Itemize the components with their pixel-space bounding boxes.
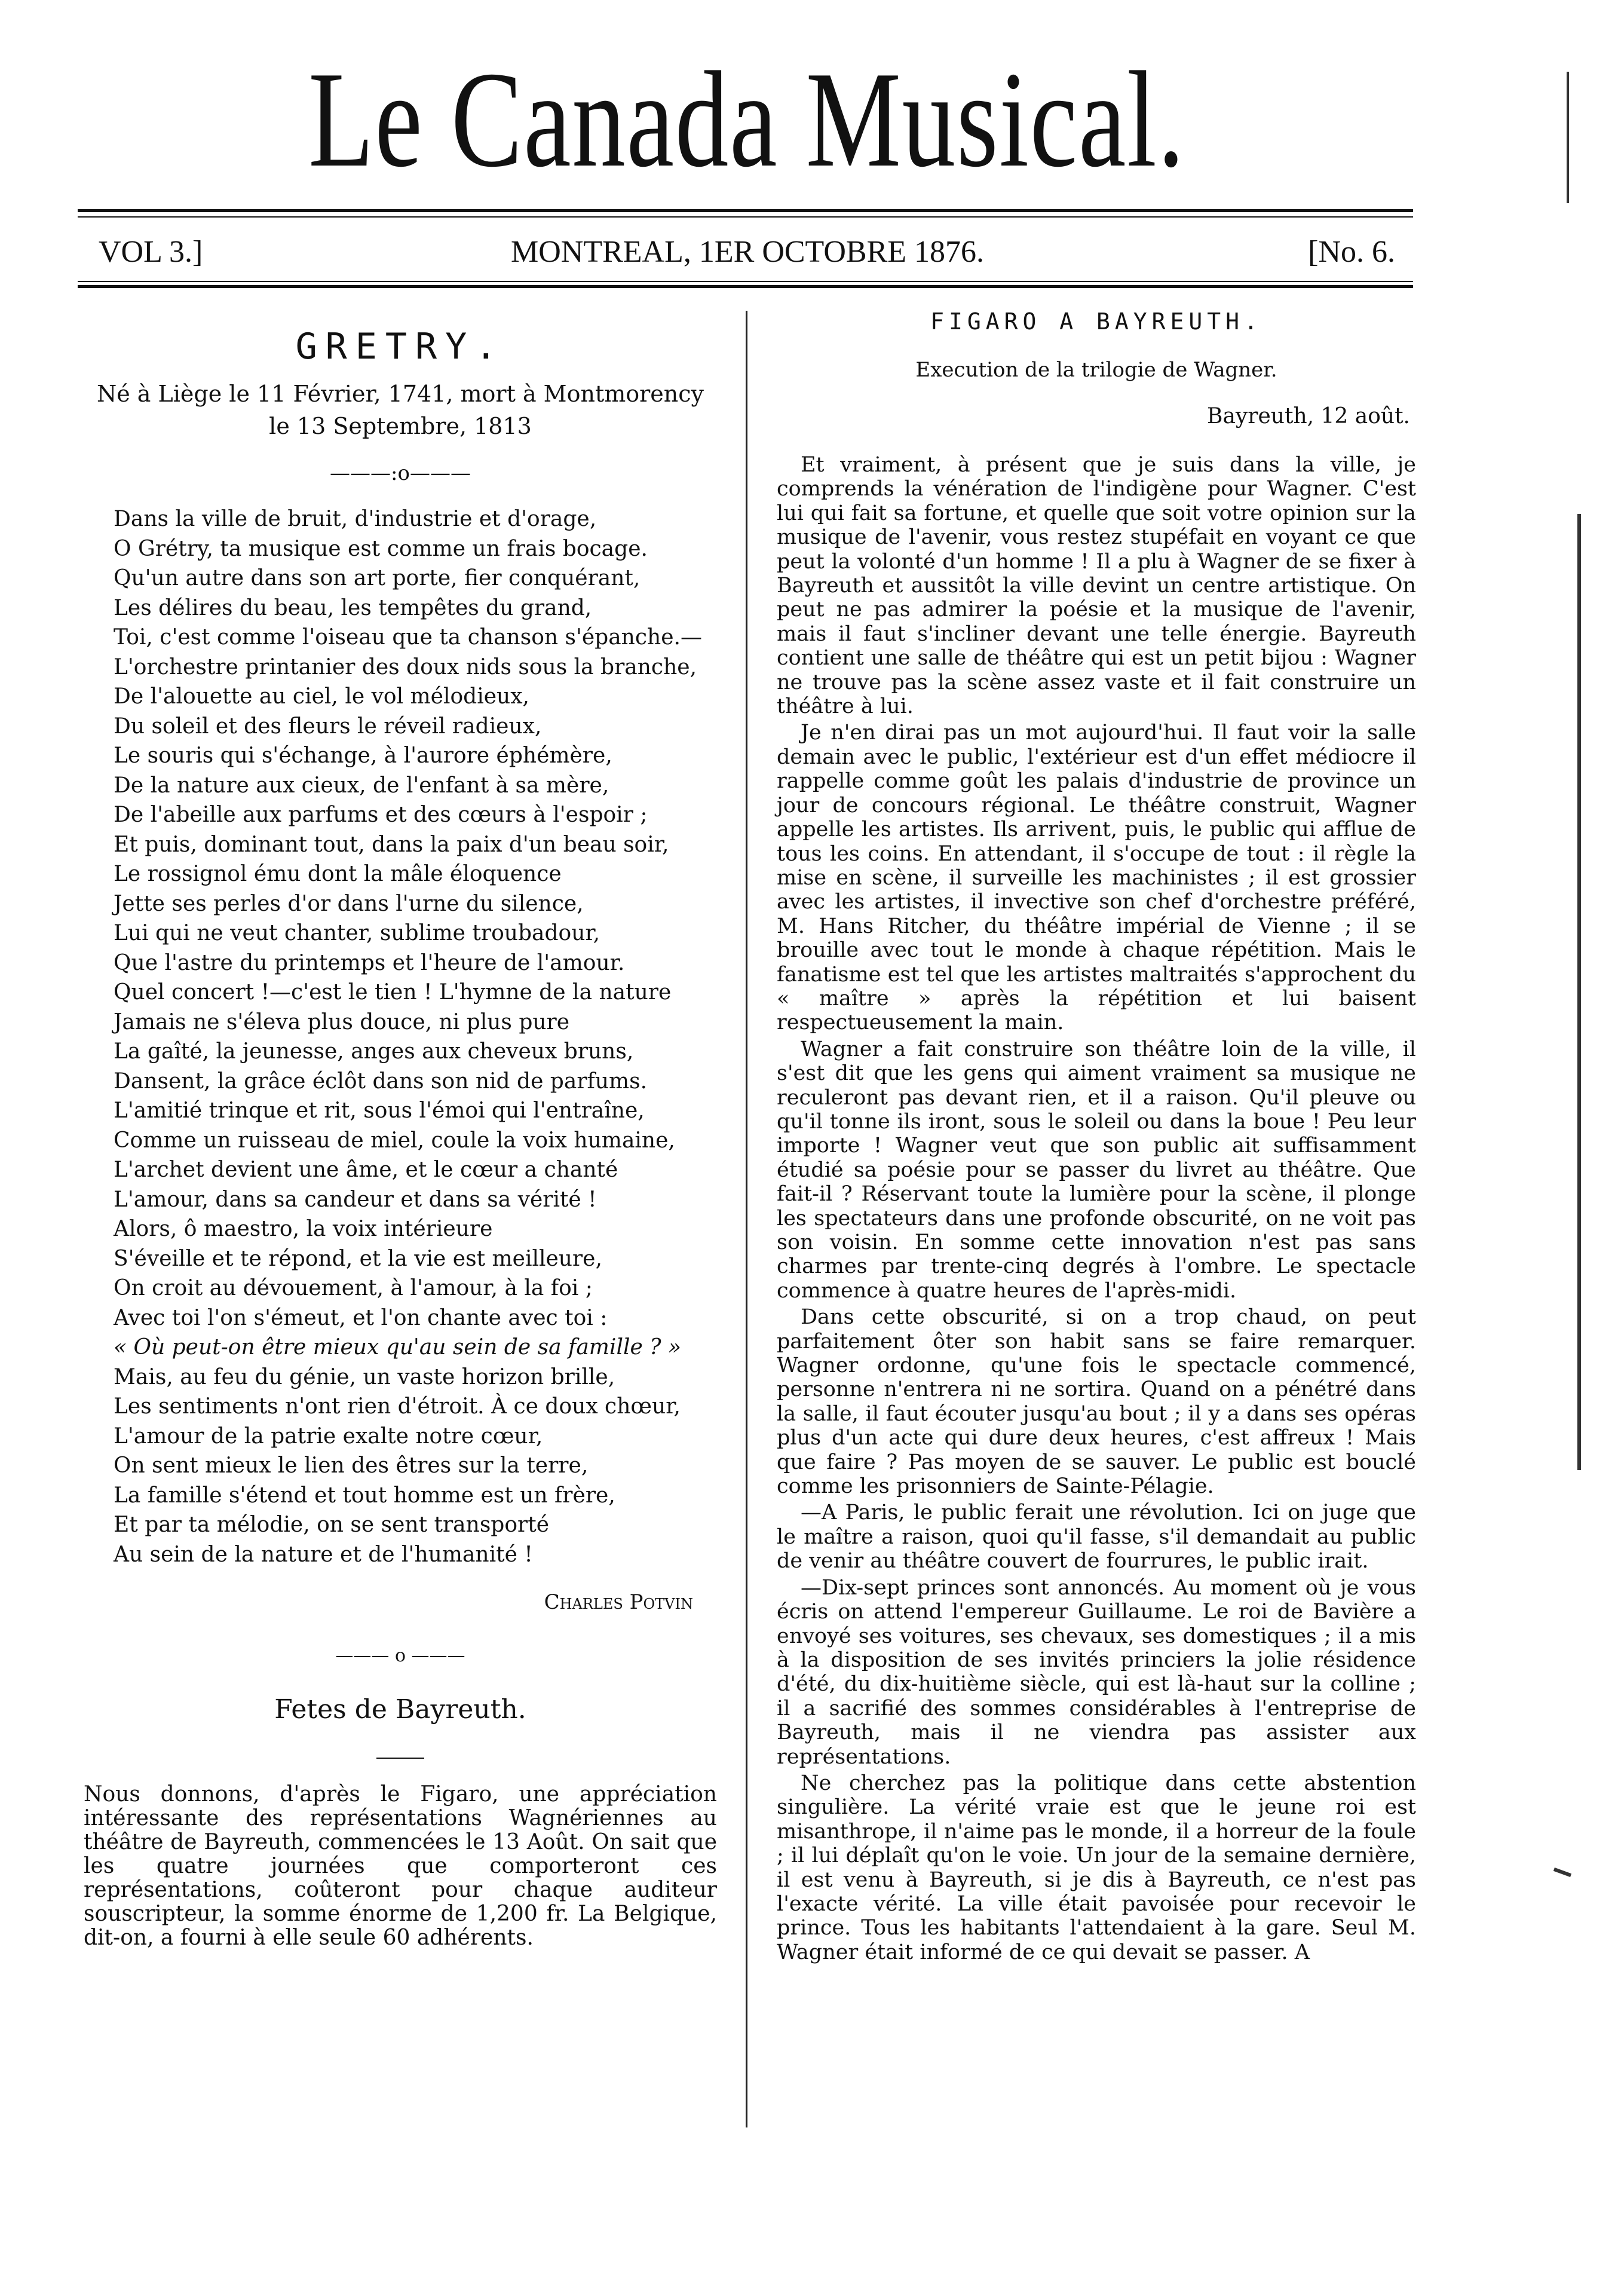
poem-line: Au sein de la nature et de l'humanité ! — [114, 1542, 533, 1567]
poem-line: Toi, c'est comme l'oiseau que ta chanson s'épanche.— — [114, 625, 702, 650]
fetes-article — [84, 1783, 717, 1950]
scan-edge-mark — [1567, 72, 1569, 203]
poem-line: Les sentiments n'ont rien d'étroit. À ce doux chœur, — [114, 1394, 681, 1419]
poem-line: L'orchestre printanier des doux nids sous la branche, — [114, 654, 697, 679]
poem-line: S'éveille et te répond, et la vie est meilleure, — [114, 1246, 602, 1271]
poem-line: Mais, au feu du génie, un vaste horizon brille, — [114, 1364, 615, 1389]
right-column — [777, 299, 1416, 1964]
dateline-rule-thin — [78, 281, 1413, 282]
article-paragraph: —Dix-sept princes sont annoncés. Au moment où je vous écris on attend l'empereur Guillaume. Le roi de Bavière a envoyé ses voitures, ses chevaux, ses domestiques ; il a mis à la disposition de ses invités princiers la jolie résidence d'été, du dix-huitième siècle, qui est là-haut sur la colline ; il a sacrifié des sommes considérables à l'entreprise de Bayreuth, mais il ne viendra pas assister aux représentations. — [777, 1575, 1416, 1769]
masthead-rule-top — [78, 209, 1413, 212]
figaro-dateline: Bayreuth, 12 août. — [1207, 404, 1410, 428]
poem-line: De l'alouette au ciel, le vol mélodieux, — [114, 684, 529, 709]
poem-line: Et puis, dominant tout, dans la paix d'un beau soir, — [114, 832, 669, 857]
poem-line: L'amitié trinque et rit, sous l'émoi qui l'entraîne, — [114, 1098, 645, 1123]
poem-line: L'archet devient une âme, et le cœur a chanté — [114, 1158, 618, 1182]
article-paragraph: Wagner a fait construire son théâtre loin de la ville, il s'est dit que les gens qui aiment vraiment sa musique ne reculeront pas devant rien, et il a raison. Qu'il pleuve ou qu'il tonne ils iront, sous le soleil ou dans la boue ! Peu leur importe ! Wagner veut que son public ait suffisamment étudié sa poésie pour se passer du livret au théâtre. Que fait-il ? Réservant toute la lumière pour la scène, il plonge les spectateurs dans une profonde obscurité, on ne voit pas son voisin. En somme cette innovation n'est pas sans charmes par trente-cinq degrés à l'ombre. Le spectacle commence à quatre heures de l'après-midi. — [777, 1037, 1416, 1303]
scan-edge-mark — [1553, 1868, 1571, 1877]
poem-line: Jette ses perles d'or dans l'urne du silence, — [114, 891, 584, 916]
poem-line: Quel concert !—c'est le tien ! L'hymne de la nature — [114, 980, 672, 1005]
gretry-subtitle: Né à Liège le 11 Février, 1741, mort à Montmorency le 13 Septembre, 1813 — [96, 381, 704, 439]
column-divider — [746, 311, 747, 2127]
poem-line: La gaîté, la jeunesse, anges aux cheveux bruns, — [114, 1039, 634, 1064]
article-paragraph: Dans cette obscurité, si on a trop chaud, on peut parfaitement ôter son habit sans se faire remarquer. Wagner ordonne, qu'une fois le spectacle commencé, personne n'entrera ni ne sortira. Quand on a pénétré dans la salle, il faut écouter jusqu'au bout ; il y a dans ses opéras plus d'un acte qui dure deux heures, c'est affreux ! Mais que faire ? Pas moyen de se sauver. Le public est bouclé comme les prisonniers de Sainte-Pélagie. — [777, 1305, 1416, 1499]
poem-line: L'amour de la patrie exalte notre cœur, — [114, 1423, 543, 1449]
poem-line: Dans la ville de bruit, d'industrie et d'orage, — [114, 507, 597, 531]
dateline — [99, 228, 1395, 276]
poem-line: Avec toi l'on s'émeut, et l'on chante avec toi : — [114, 1305, 608, 1330]
fetes-paragraph: Nous donnons, d'après le Figaro, une appréciation intéressante des représentations Wagnériennes au théâtre de Bayreuth, commencées le 13 Août. On sait que les quatre journées que comporteront ces représentations, coûteront pour chaque auditeur souscripteur, la somme énorme de 1,200 fr. La Belgique, dit-on, a fourni à elle seule 60 adhérents. — [84, 1782, 717, 1950]
volume-label: VOL 3.] — [99, 235, 203, 269]
article-paragraph: —A Paris, le public ferait une révolution. Ici on juge que le maître a raison, quoi qu'il fasse, s'il demandait au public de venir au théâtre couvert de fourrures, le public irait. — [777, 1501, 1416, 1573]
poem-line: Dansent, la grâce éclôt dans son nid de parfums. — [114, 1069, 648, 1094]
short-rule — [376, 1758, 424, 1759]
poem-line: Que l'astre du printemps et l'heure de l'amour. — [114, 950, 625, 975]
poem-line: Qu'un autre dans son art porte, fier conquérant, — [114, 566, 641, 590]
poem-line: De la nature aux cieux, de l'enfant à sa mère, — [114, 773, 609, 798]
poem-line: Jamais ne s'éleva plus douce, ni plus pure — [114, 1009, 570, 1034]
poem-line: Le rossignol ému dont la mâle éloquence — [114, 862, 562, 886]
poem-line: Lui qui ne veut chanter, sublime troubadour, — [114, 921, 600, 945]
poem-line: Alors, ô maestro, la voix intérieure — [114, 1217, 493, 1241]
figaro-subtitle: Execution de la trilogie de Wagner. — [915, 358, 1277, 382]
poem-line: L'amour, dans sa candeur et dans sa vérité ! — [114, 1187, 597, 1212]
issue-date: MONTREAL, 1ER OCTOBRE 1876. — [511, 235, 985, 269]
poem-line: Le souris qui s'échange, à l'aurore éphémère, — [114, 743, 612, 768]
dateline-rule-thick — [78, 285, 1413, 288]
gretry-poem — [114, 504, 717, 1569]
article-paragraph: Je n'en dirai pas un mot aujourd'hui. Il faut voir la salle demain avec le public, l'extérieur est d'un effet médiocre il rappelle comme goût les palais d'industrie de province un jour de concours régional. Le théâtre construit, Wagner appelle les artistes. Ils arrivent, puis, le public qui afflue de tous les coins. En attendant, il s'occupe de tout : il règle la mise en scène, il surveille les machinistes ; il est grossier avec les artistes, il invective son chef d'orchestre préféré, M. Hans Ritcher, du théâtre impérial de Vienne ; il se brouille avec tout le monde à chaque répétition. Mais le fanatisme est tel que les artistes maltraités s'approchent du « maître » après la répétition et lui baisent respectueusement la main. — [777, 721, 1416, 1035]
poem-line: Les délires du beau, les tempêtes du grand, — [114, 595, 592, 620]
poem-line: La famille s'étend et tout homme est un frère, — [114, 1483, 615, 1508]
masthead-rule-thin — [78, 216, 1413, 218]
figaro-article — [777, 453, 1416, 1964]
gretry-title: GRETRY. — [295, 326, 505, 368]
poem-line: Et par ta mélodie, on se sent transporté — [114, 1513, 549, 1537]
scan-edge-mark — [1577, 514, 1581, 1470]
ornament-divider: ———:o——— — [330, 461, 471, 485]
figaro-title: FIGARO A BAYREUTH. — [930, 308, 1262, 335]
poem-line: « Où peut-on être mieux qu'au sein de sa famille ? » — [114, 1335, 681, 1360]
left-column — [84, 299, 717, 1950]
poem-line: Du soleil et des fleurs le réveil radieux, — [114, 714, 542, 739]
poem-line: On sent mieux le lien des êtres sur la terre, — [114, 1453, 589, 1478]
poem-line: On croit au dévouement, à l'amour, à la foi ; — [114, 1276, 593, 1300]
article-paragraph: Ne cherchez pas la politique dans cette abstention singulière. La vérité vraie est que le jeune roi est misanthrope, il n'aime pas le monde, il a horreur de la foule ; il lui déplaît qu'on le voie. Un jour de la semaine dernière, il est venu à Bayreuth, si je dis à Bayreuth, ce n'est pas l'exacte vérité. La ville était pavoisée pour recevoir le prince. Tous les habitants l'attendaient à la gare. Seul M. Wagner était informé de ce qui devait se passer. A — [777, 1771, 1416, 1964]
masthead-title: Le Canada Musical. — [308, 43, 1185, 195]
poem-line: O Grétry, ta musique est comme un frais bocage. — [114, 536, 648, 561]
poem-line: De l'abeille aux parfums et des cœurs à l'espoir ; — [114, 803, 648, 827]
issue-number: [No. 6. — [1308, 235, 1395, 269]
ornament-divider-2: ——— o ——— — [335, 1645, 465, 1666]
poem-line: Comme un ruisseau de miel, coule la voix humaine, — [114, 1128, 675, 1153]
poem-signature: Charles Potvin — [544, 1590, 693, 1614]
fetes-title: Fetes de Bayreuth. — [274, 1694, 526, 1725]
article-paragraph: Et vraiment, à présent que je suis dans la ville, je comprends la vénération de l'indigène pour Wagner. C'est lui qui fait sa fortune, et quelle que soit votre opinion sur la musique de l'avenir, vous restez stupéfait en voyant ce que peut la volonté d'un homme ! Il a plu à Wagner de se fixer à Bayreuth et aussitôt la ville devint un centre artistique. On peut ne pas admirer la poésie et la musique de l'avenir, mais il faut s'incliner devant une telle énergie. Bayreuth contient une salle de théâtre qui est un petit bijou : Wagner ne trouve pas la scène assez vaste et il fait construire un théâtre à lui. — [777, 453, 1416, 719]
